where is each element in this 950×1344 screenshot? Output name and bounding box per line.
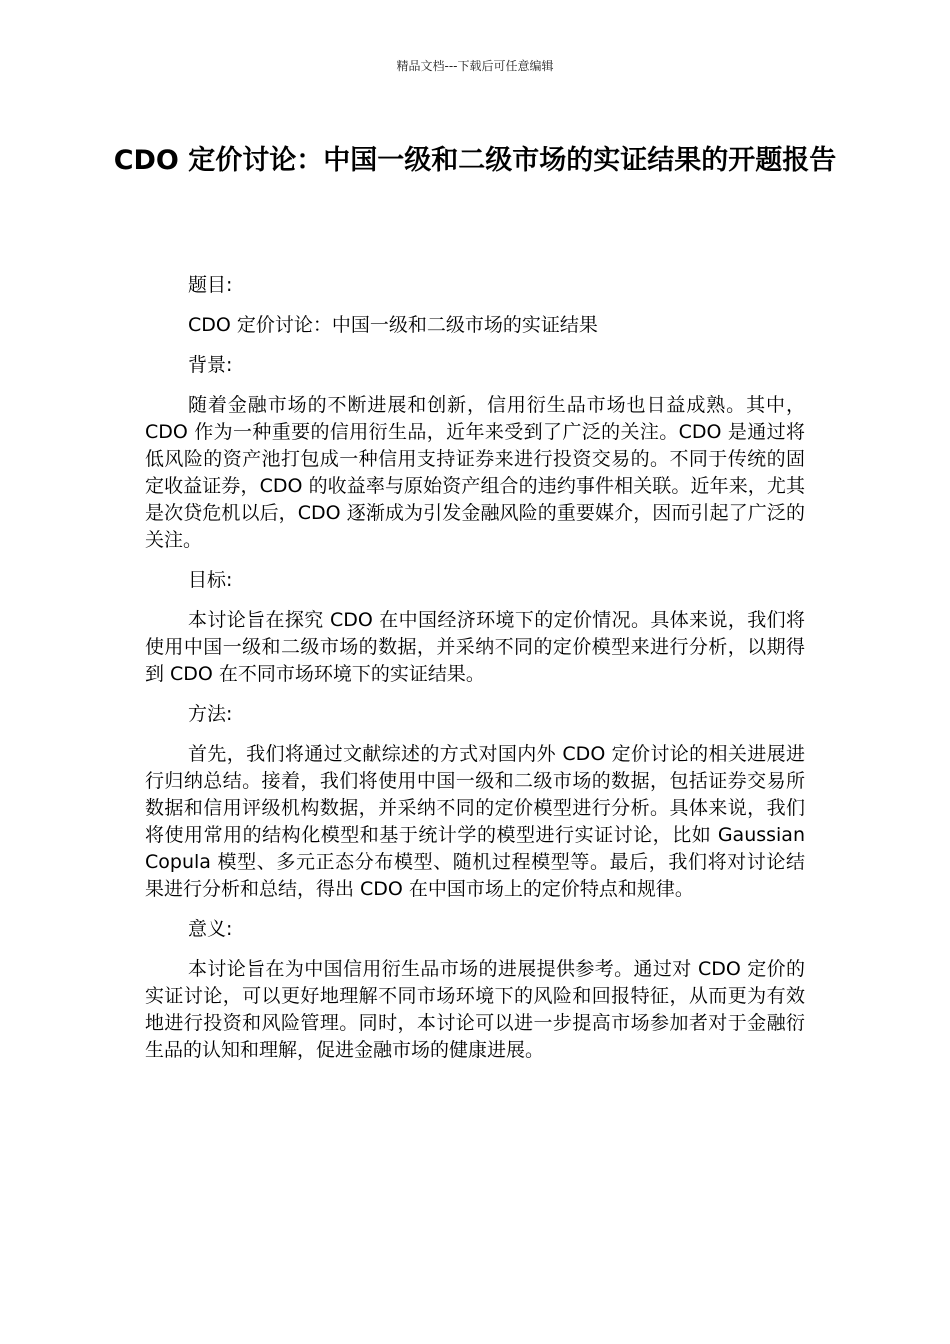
background-heading: 背景:: [188, 354, 233, 376]
significance-heading: 意义:: [188, 918, 233, 940]
significance-paragraph: 本讨论旨在为中国信用衍生品市场的进展提供参考。通过对 CDO 定价的实证讨论，可以更好地理解不同市场环境下的风险和回报特征，从而更为有效地进行投资和风险管理。同时，本讨论可以进一步提高市场参加者对于金融衍生品的认知和理解，促进金融市场的健康进展。: [145, 958, 805, 1061]
document-title: CDO 定价讨论：中国一级和二级市场的实证结果的开题报告: [113, 145, 837, 176]
header-note: 精品文档---下载后可任意编辑: [396, 59, 554, 73]
goal-paragraph: 本讨论旨在探究 CDO 在中国经济环境下的定价情况。具体来说，我们将使用中国一级和二级市场的数据，并采纳不同的定价模型来进行分析，以期得到 CDO 在不同市场环境下的实证结果。: [145, 609, 805, 685]
method-heading: 方法:: [188, 703, 233, 725]
goal-heading: 目标:: [188, 569, 233, 591]
method-paragraph: 首先，我们将通过文献综述的方式对国内外 CDO 定价讨论的相关进展进行归纳总结。接着，我们将使用中国一级和二级市场的数据，包括证券交易所数据和信用评级机构数据，并采纳不同的定价模型进行分析。具体来说，我们将使用常用的结构化模型和基于统计学的模型进行实证讨论，比如 Gaussian Copula 模型、多元正态分布模型、随机过程模型等。最后，我们将对讨论结果进行分析和总结，得出 CDO 在中国市场上的定价特点和规律。: [145, 743, 805, 900]
topic-text: CDO 定价讨论：中国一级和二级市场的实证结果: [188, 314, 598, 336]
topic-heading: 题目:: [188, 274, 233, 296]
background-paragraph: 随着金融市场的不断进展和创新，信用衍生品市场也日益成熟。其中，CDO 作为一种重要的信用衍生品，近年来受到了广泛的关注。CDO 是通过将低风险的资产池打包成一种信用支持证券来进行投资交易的。不同于传统的固定收益证券，CDO 的收益率与原始资产组合的违约事件相关联。近年来，尤其是次贷危机以后，CDO 逐渐成为引发金融风险的重要媒介，因而引起了广泛的关注。: [145, 394, 805, 551]
document-body: [145, 272, 805, 1077]
